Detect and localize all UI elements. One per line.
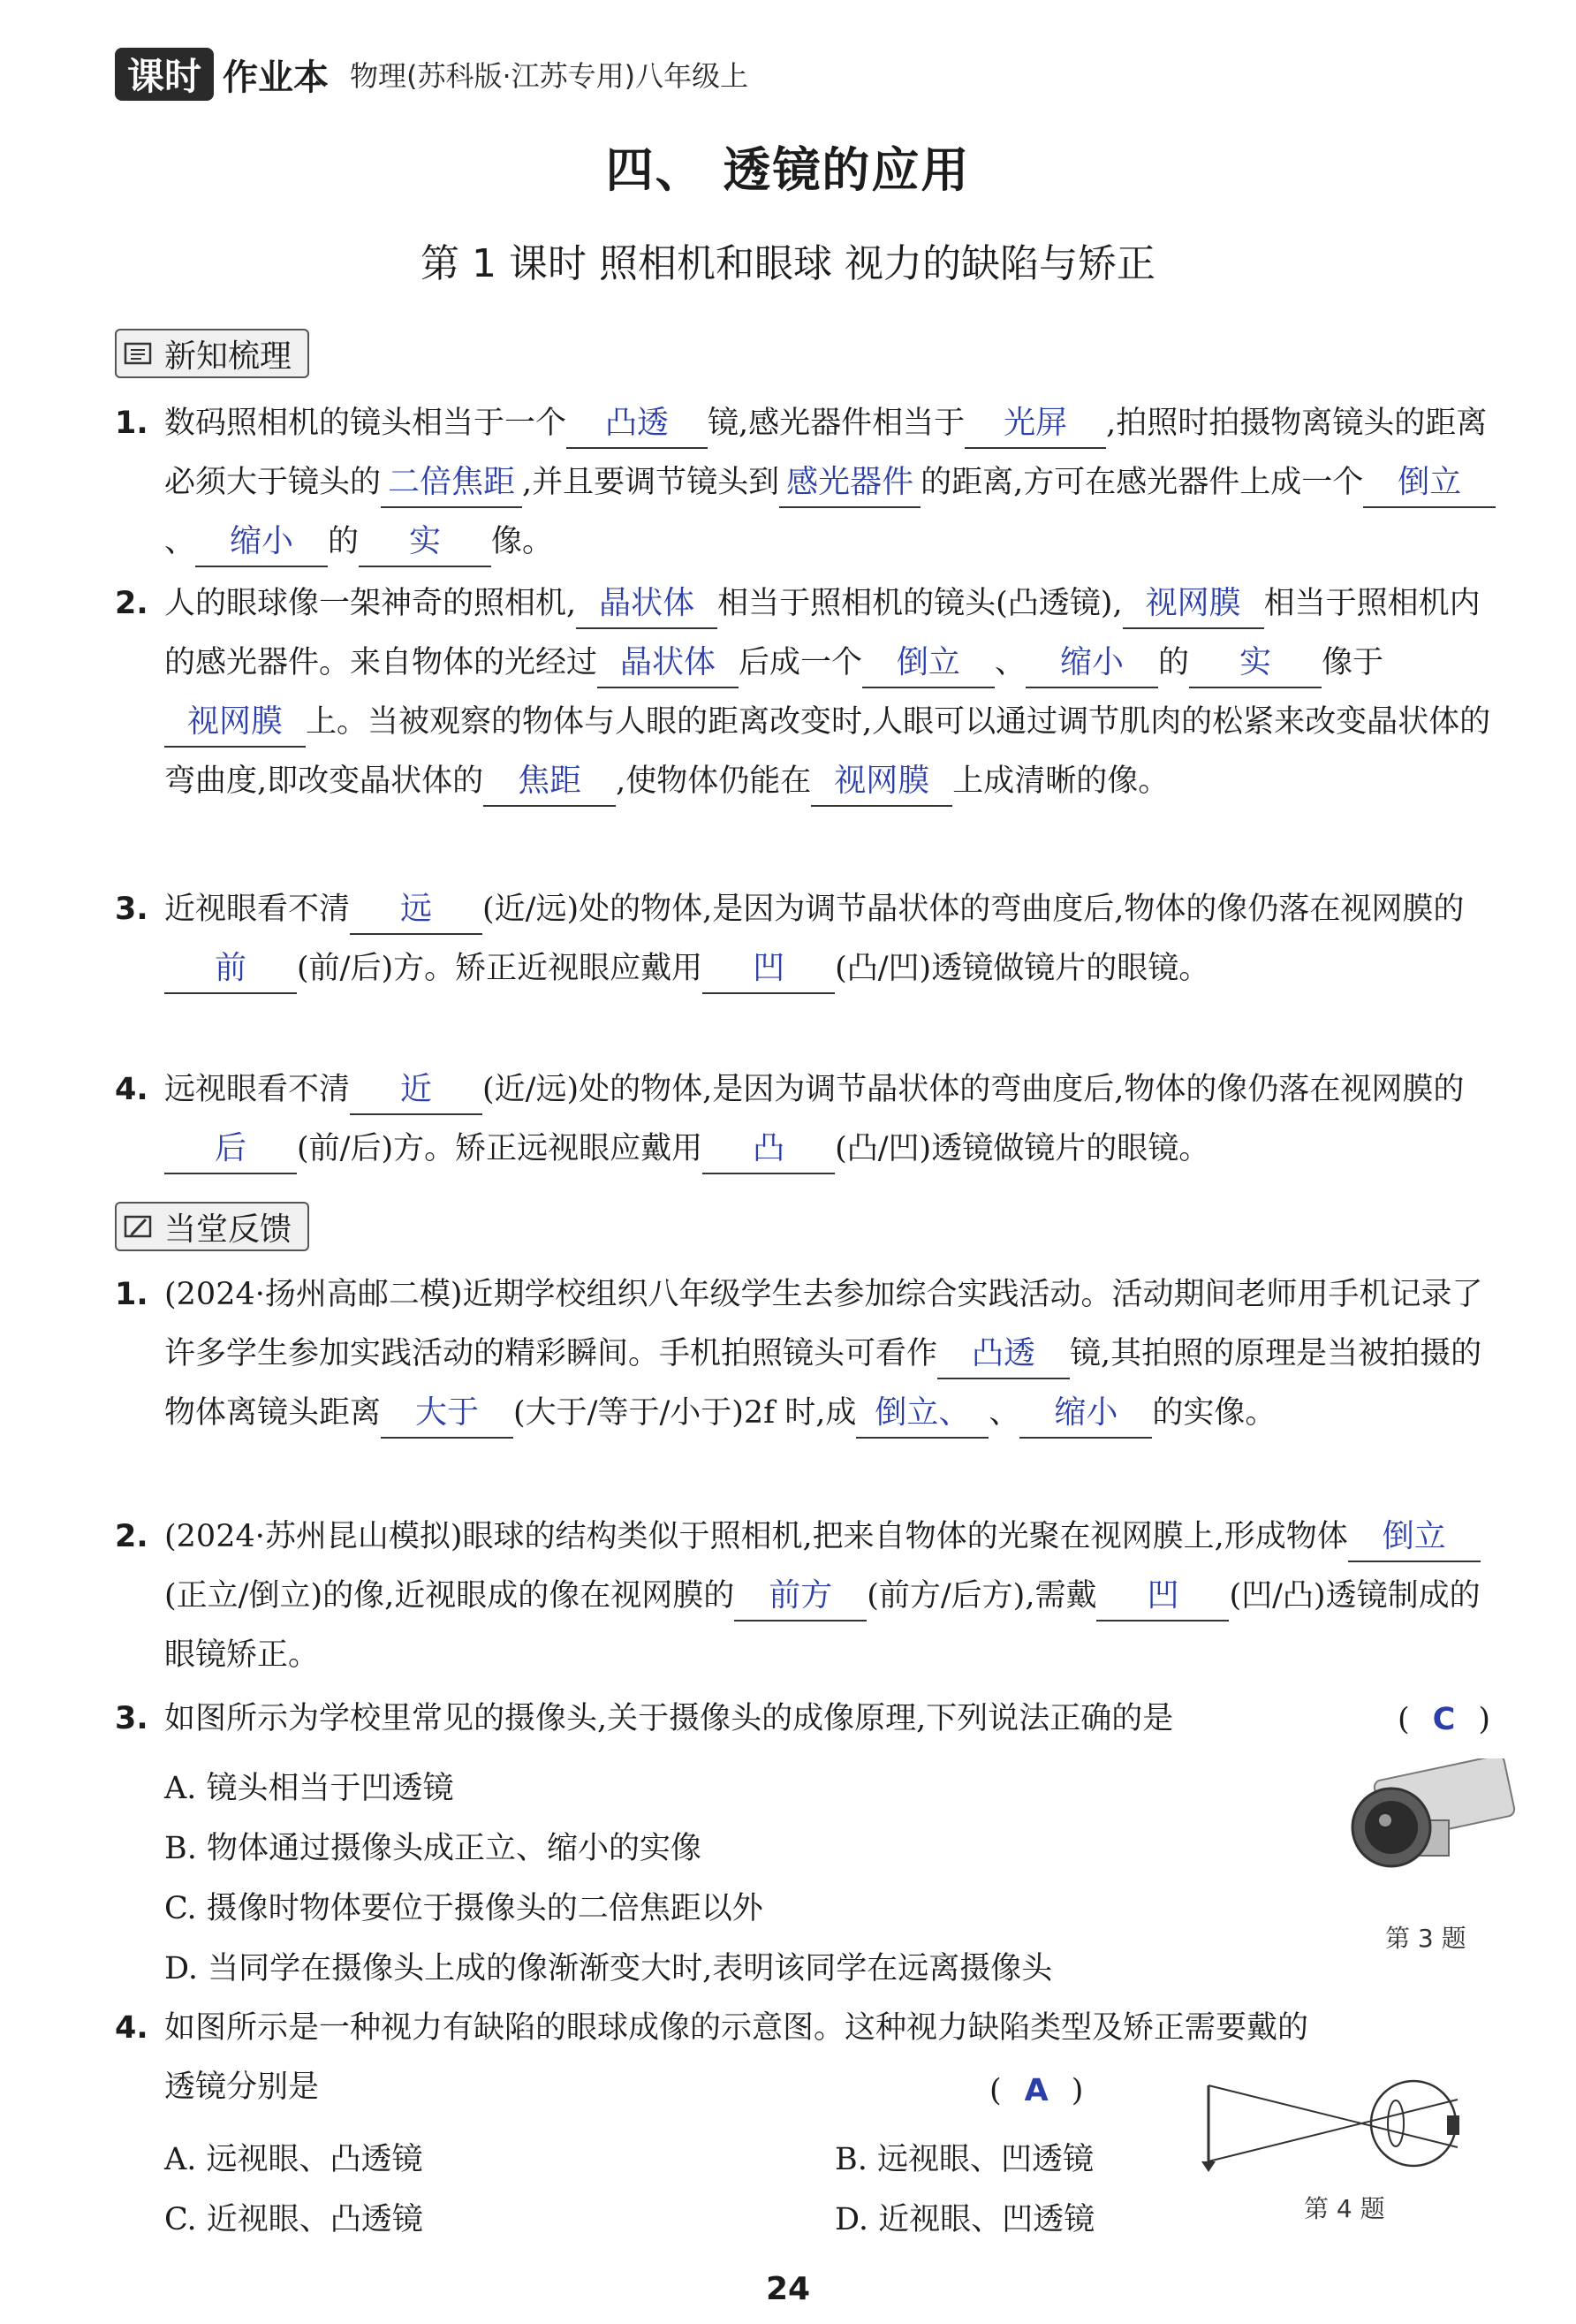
question-number: 2. bbox=[115, 586, 148, 621]
answer-blank: 凹 bbox=[702, 948, 835, 994]
question-text: 上。当被观察的物体与人眼的距离改变时,人眼可以通过调节肌肉的松紧来改变晶状体的弯曲度,即改变晶状体的 bbox=[164, 704, 1491, 799]
answer-blank: 大于 bbox=[381, 1393, 513, 1439]
question-text: (凸/凹)透镜做镜片的眼镜。 bbox=[835, 1131, 1210, 1166]
question-text: (近/远)处的物体,是因为调节晶状体的弯曲度后,物体的像仍落在视网膜的 bbox=[482, 1072, 1465, 1107]
answer-blank: 凸透 bbox=[566, 403, 708, 449]
question-text: 远视眼看不清 bbox=[164, 1072, 351, 1107]
question-text: 像。 bbox=[491, 524, 554, 559]
answer-blank: 倒立 bbox=[1348, 1516, 1481, 1562]
brand-logo: 课时 bbox=[115, 48, 214, 101]
question-stem: 透镜分别是 bbox=[164, 2070, 320, 2105]
choice-answer: C bbox=[1432, 1702, 1456, 1737]
section-label: 新知梳理 bbox=[164, 338, 292, 375]
question-text: ,并且要调节镜头到 bbox=[522, 465, 780, 500]
answer-blank: 焦距 bbox=[483, 761, 616, 807]
question-number: 1. bbox=[115, 1277, 148, 1312]
answer-blank: 倒立、 bbox=[856, 1393, 989, 1439]
lesson-title: 第 1 课时 照相机和眼球 视力的缺陷与矫正 bbox=[421, 241, 1155, 286]
question-text: 、 bbox=[989, 1395, 1020, 1431]
section-label: 当堂反馈 bbox=[164, 1211, 292, 1248]
answer-blank: 感光器件 bbox=[779, 462, 921, 508]
answer-blank: 缩小 bbox=[1019, 1393, 1152, 1439]
header bbox=[115, 46, 748, 103]
answer-blank: 晶状体 bbox=[597, 642, 739, 688]
question-s2-1 bbox=[115, 1265, 1511, 1443]
question-text: 像于 bbox=[1322, 645, 1384, 680]
question-text: (前方/后方),需戴 bbox=[867, 1578, 1097, 1614]
question-text: (2024·苏州昆山模拟)眼球的结构类似于照相机,把来自物体的光聚在视网膜上,形成物体 bbox=[164, 1519, 1348, 1554]
question-text: 人的眼球像一架神奇的照相机, bbox=[164, 586, 577, 621]
question-stem: 如图所示为学校里常见的摄像头,关于摄像头的成像原理,下列说法正确的是 bbox=[164, 1701, 1174, 1736]
answer-blank: 凸 bbox=[702, 1128, 835, 1174]
answer-blank: 远 bbox=[350, 889, 482, 935]
answer-blank: 缩小 bbox=[195, 521, 328, 567]
question-text: (前/后)方。矫正远视眼应戴用 bbox=[297, 1131, 703, 1166]
option-c: C. 摄像时物体要位于摄像头的二倍焦距以外 bbox=[164, 1891, 763, 1926]
question-text: 、 bbox=[164, 524, 196, 559]
question-text: 的 bbox=[1158, 645, 1190, 680]
answer-blank: 实 bbox=[359, 521, 491, 567]
brand-subtitle: 作业本 bbox=[223, 57, 330, 98]
choice-answer: A bbox=[1024, 2073, 1049, 2108]
question-text: ,使物体仍能在 bbox=[616, 763, 812, 799]
paren-right: ) bbox=[1478, 1702, 1490, 1737]
question-text: (前/后)方。矫正近视眼应戴用 bbox=[297, 951, 703, 986]
section-heading-class-feedback bbox=[115, 1202, 309, 1251]
option-c: C. 近视眼、凸透镜 bbox=[164, 2202, 423, 2237]
question-text: 后成一个 bbox=[739, 645, 863, 680]
answer-blank: 光屏 bbox=[965, 403, 1106, 449]
question-text: (凹/凸)透镜制成的眼镜矫正。 bbox=[164, 1578, 1481, 1673]
paren-right: ) bbox=[1071, 2073, 1084, 2108]
question-s1-3 bbox=[115, 880, 1511, 999]
question-text: (近/远)处的物体,是因为调节晶状体的弯曲度后,物体的像仍落在视网膜的 bbox=[482, 892, 1465, 927]
question-number: 4. bbox=[115, 1072, 148, 1107]
paren-left: ( bbox=[1398, 1702, 1410, 1737]
option-a: A. 镜头相当于凹透镜 bbox=[164, 1771, 454, 1806]
option-b: B. 远视眼、凹透镜 bbox=[835, 2142, 1094, 2177]
answer-bracket bbox=[989, 2073, 1083, 2108]
question-stem: 如图所示是一种视力有缺陷的眼球成像的示意图。这种视力缺陷类型及矫正需要戴的 bbox=[164, 2010, 1309, 2046]
answer-blank: 近 bbox=[350, 1069, 482, 1115]
answer-blank: 凸透 bbox=[937, 1333, 1070, 1379]
question-text: 镜,感光器件相当于 bbox=[708, 406, 966, 441]
question-text: 的 bbox=[328, 524, 360, 559]
subject-label: 物理(苏科版·江苏专用)八年级上 bbox=[350, 59, 749, 93]
answer-blank: 视网膜 bbox=[164, 702, 306, 748]
question-text: 的距离,方可在感光器件上成一个 bbox=[921, 465, 1364, 500]
answer-blank: 实 bbox=[1189, 642, 1322, 688]
answer-blank: 凹 bbox=[1096, 1576, 1229, 1621]
question-text: 数码照相机的镜头相当于一个 bbox=[164, 406, 567, 441]
question-text: 镜,其拍照的原理是当被拍摄的物体离镜头距离 bbox=[164, 1336, 1482, 1431]
section-heading-new-knowledge bbox=[115, 329, 309, 378]
question-s2-3 bbox=[115, 1690, 1493, 1749]
option-b: B. 物体通过摄像头成正立、缩小的实像 bbox=[164, 1831, 701, 1866]
answer-blank: 晶状体 bbox=[576, 583, 717, 629]
question-text: 相当于照相机内的感光器件。来自物体的光经过 bbox=[164, 586, 1481, 680]
question-number: 3. bbox=[115, 1701, 148, 1736]
question-s2-2 bbox=[115, 1508, 1511, 1685]
question-text: (凸/凹)透镜做镜片的眼镜。 bbox=[835, 951, 1210, 986]
answer-blank: 缩小 bbox=[1026, 642, 1158, 688]
paren-left: ( bbox=[989, 2073, 1002, 2108]
question-text: (正立/倒立)的像,近视眼成的像在视网膜的 bbox=[164, 1578, 735, 1614]
option-d: D. 当同学在摄像头上成的像渐渐变大时,表明该同学在远离摄像头 bbox=[164, 1951, 1053, 1986]
page-number: 24 bbox=[765, 2271, 811, 2307]
question-text: ,拍照时拍摄物离镜头的距离必须大于镜头的 bbox=[164, 406, 1488, 500]
question-text: 、 bbox=[995, 645, 1027, 680]
option-d: D. 近视眼、凹透镜 bbox=[835, 2202, 1095, 2237]
book-icon bbox=[124, 340, 154, 367]
page-title: 四、 透镜的应用 bbox=[605, 142, 971, 198]
camera-figure bbox=[1343, 1758, 1519, 1882]
option-a: A. 远视眼、凸透镜 bbox=[164, 2142, 423, 2177]
question-text: (2024·扬州高邮二模)近期学校组织八年级学生去参加综合实践活动。活动期间老师用手机记录了许多学生参加实践活动的精彩瞬间。手机拍照镜头可看作 bbox=[164, 1277, 1483, 1371]
question-s1-1 bbox=[115, 394, 1511, 572]
answer-blank: 倒立 bbox=[1363, 462, 1496, 508]
answer-blank: 二倍焦距 bbox=[381, 462, 522, 508]
question-number: 2. bbox=[115, 1519, 148, 1554]
question-text: 上成清晰的像。 bbox=[952, 763, 1170, 799]
answer-blank: 前 bbox=[164, 948, 297, 994]
question-text: 相当于照相机的镜头(凸透镜), bbox=[717, 586, 1123, 621]
answer-blank: 视网膜 bbox=[1123, 583, 1264, 629]
eye-diagram-figure bbox=[1193, 2073, 1519, 2179]
answer-blank: 前方 bbox=[734, 1576, 867, 1621]
question-text: 的实像。 bbox=[1152, 1395, 1277, 1431]
question-text: (大于/等于/小于)2f 时,成 bbox=[513, 1395, 857, 1431]
figure-caption: 第 4 题 bbox=[1304, 2194, 1385, 2223]
answer-bracket bbox=[1398, 1702, 1490, 1737]
question-number: 1. bbox=[115, 406, 148, 441]
pencil-icon bbox=[124, 1213, 154, 1240]
answer-blank: 视网膜 bbox=[811, 761, 952, 807]
answer-blank: 倒立 bbox=[862, 642, 995, 688]
question-number: 3. bbox=[115, 892, 148, 927]
question-number: 4. bbox=[115, 2010, 148, 2046]
question-s1-4 bbox=[115, 1060, 1511, 1179]
answer-blank: 后 bbox=[164, 1128, 297, 1174]
question-text: 近视眼看不清 bbox=[164, 892, 351, 927]
figure-caption: 第 3 题 bbox=[1385, 1924, 1466, 1953]
question-s1-2 bbox=[115, 574, 1511, 811]
